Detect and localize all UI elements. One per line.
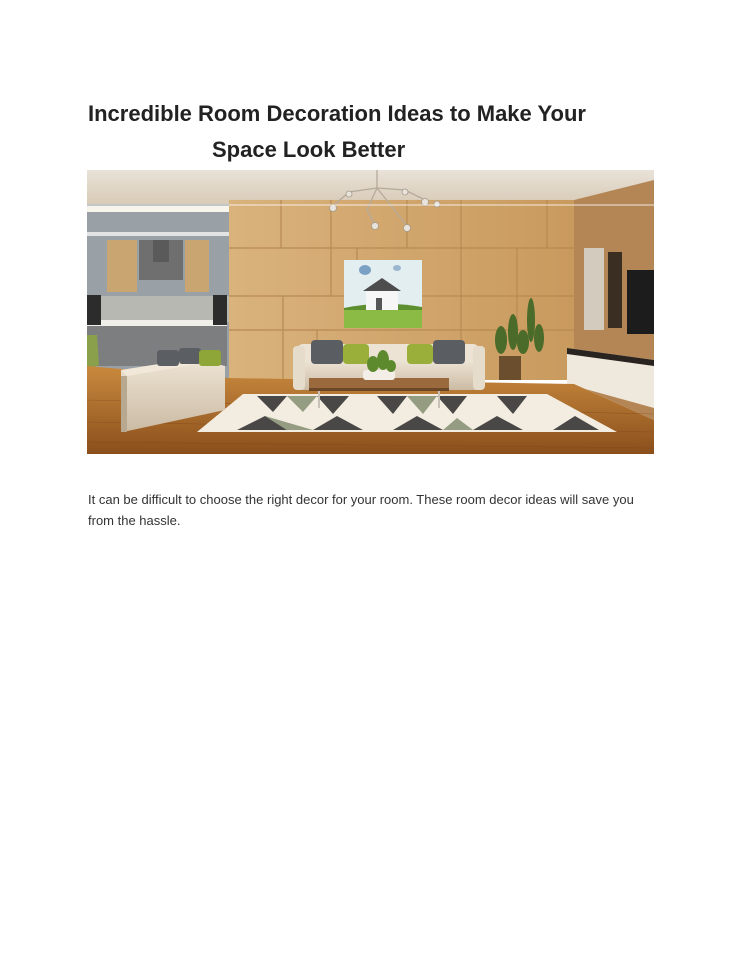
title-line-2: Space Look Better xyxy=(212,137,406,162)
title-line-1: Incredible Room Decoration Ideas to Make Your xyxy=(88,101,586,126)
intro-paragraph: It can be difficult to choose the right decor for your room. These room decor ideas will save you from the hassle. xyxy=(88,492,634,528)
living-room-photo xyxy=(87,170,654,454)
document-title xyxy=(88,96,668,168)
